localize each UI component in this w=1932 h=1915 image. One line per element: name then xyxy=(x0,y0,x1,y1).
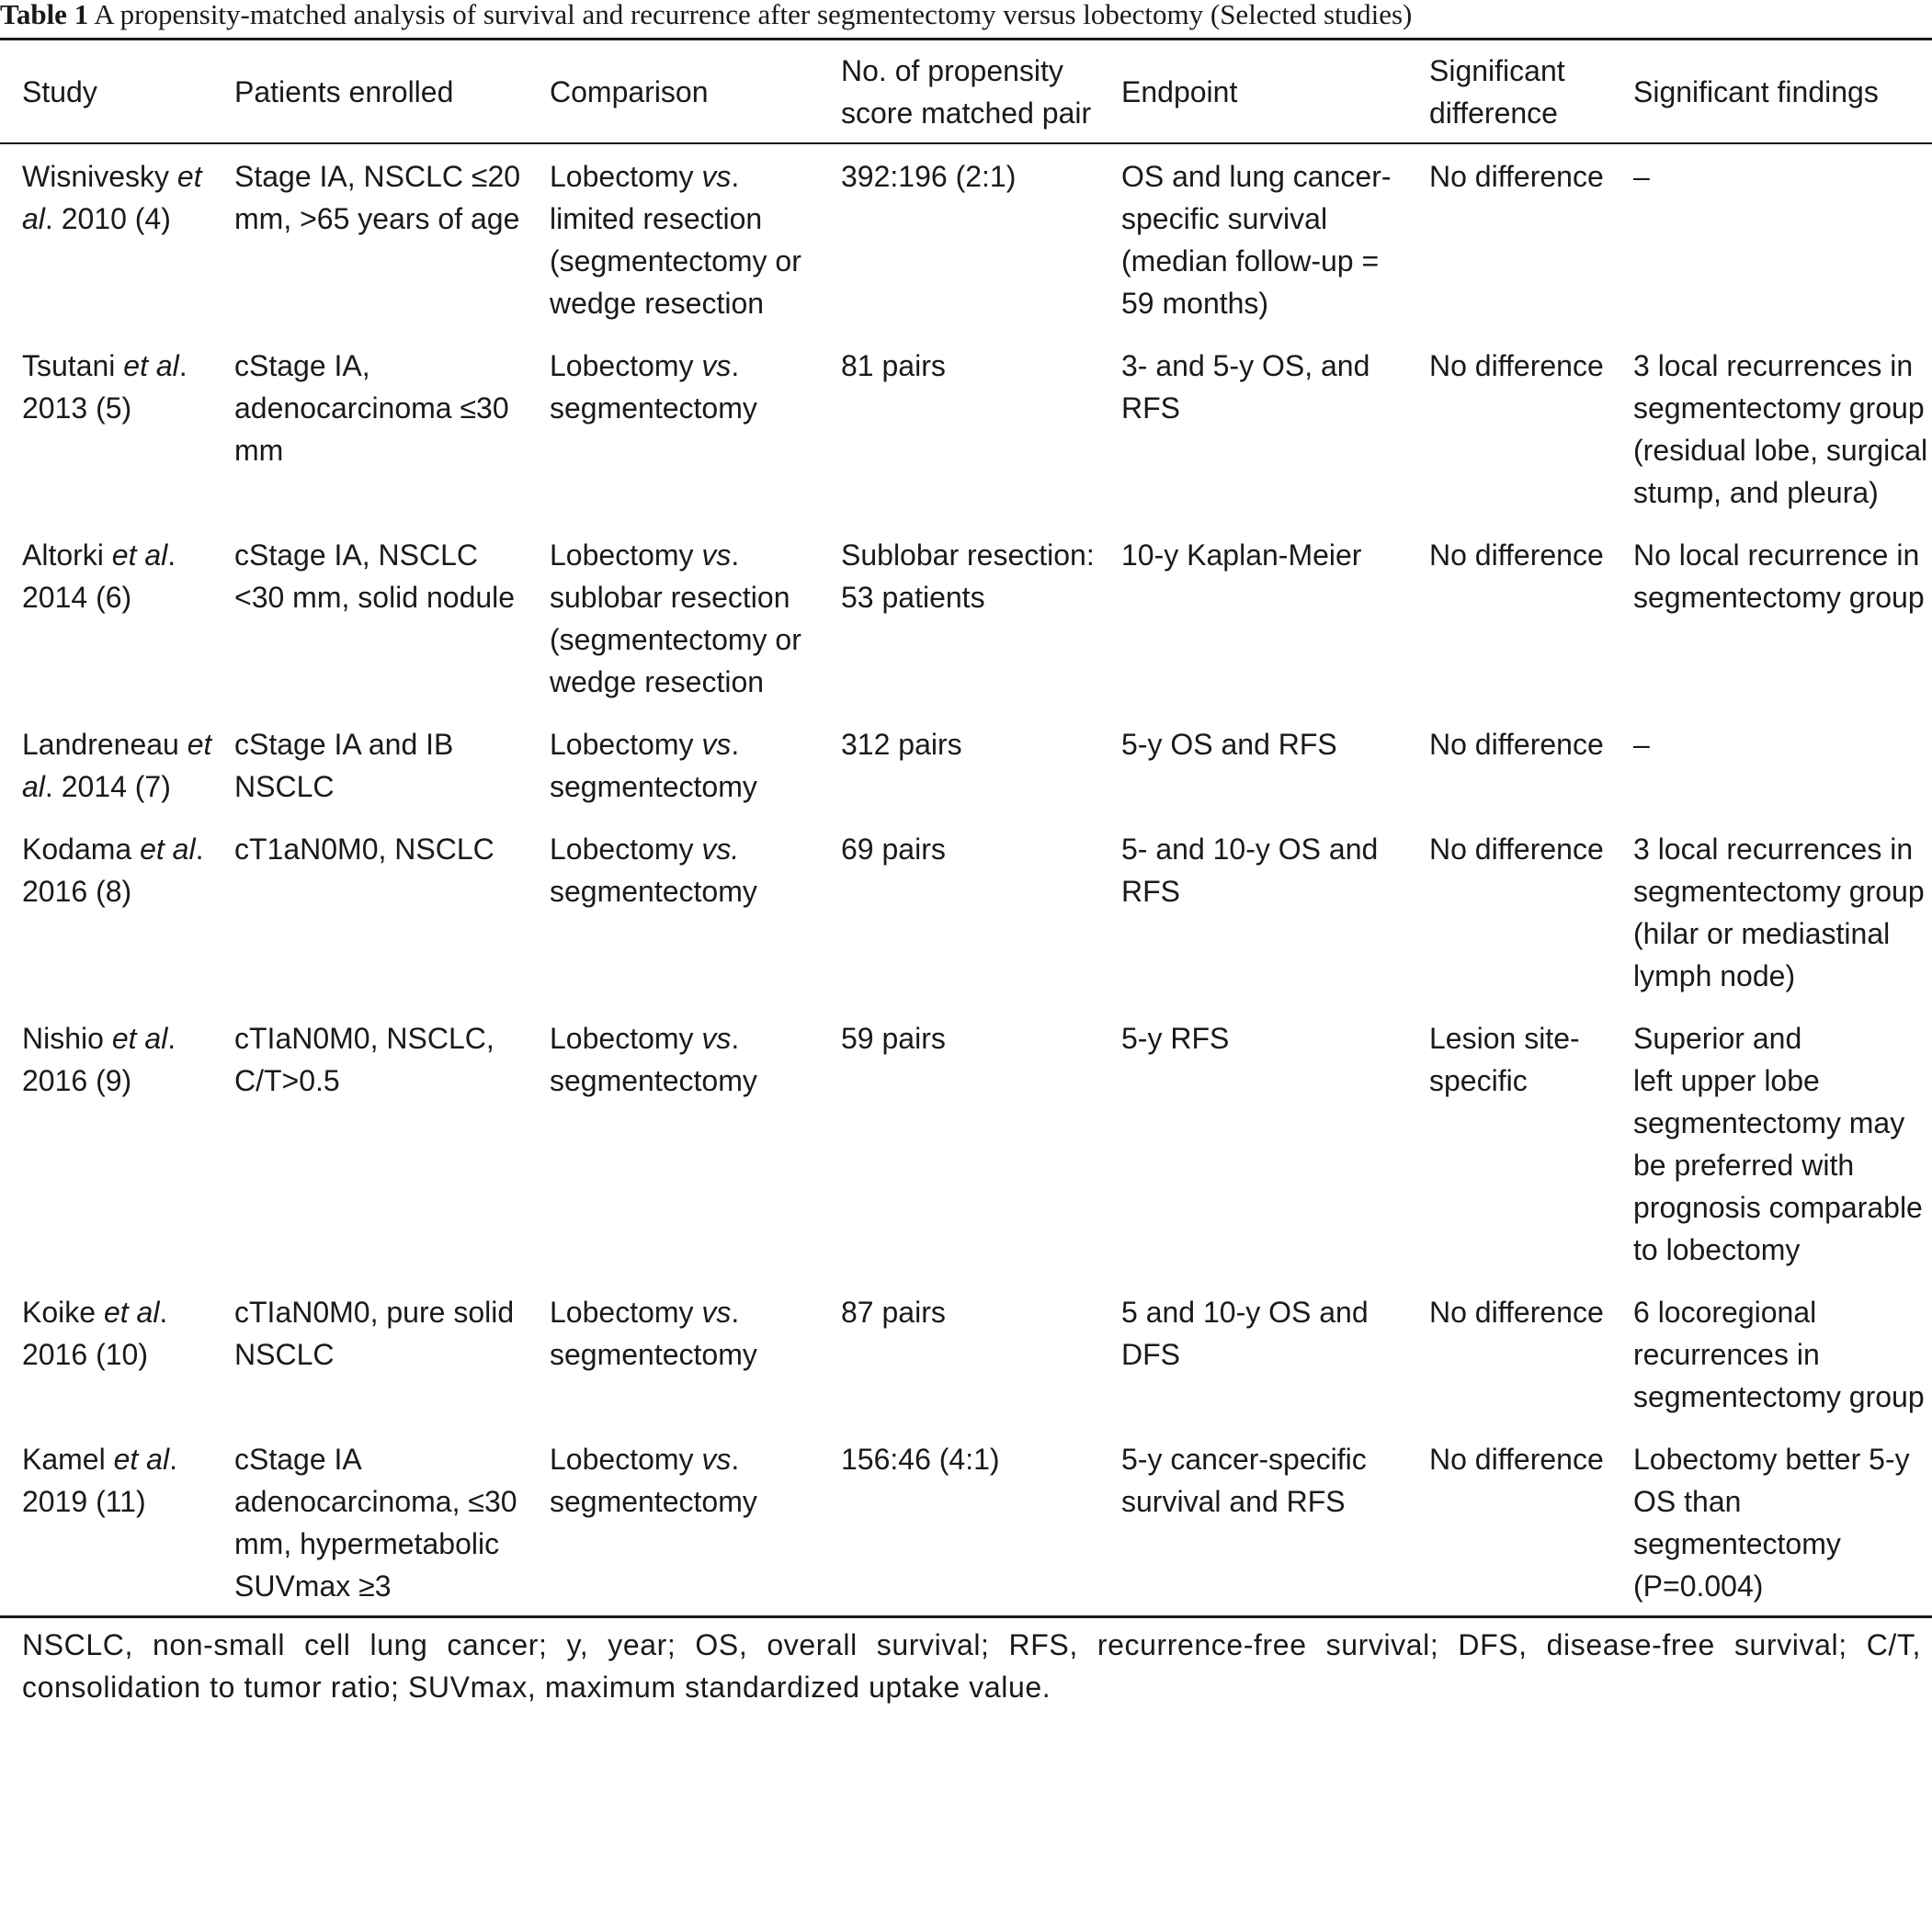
cell-text: 81 pairs xyxy=(841,349,946,382)
cell-matched-pairs xyxy=(819,522,1099,711)
italic-text: vs xyxy=(701,538,732,572)
cell-endpoint xyxy=(1099,711,1407,816)
cell-text: – xyxy=(1633,160,1650,193)
table-caption-text: A propensity-matched analysis of survival and recurrence after segmentectomy versus lobectomy (Selected studies) xyxy=(94,0,1413,30)
text-segment: Tsutani xyxy=(22,349,124,382)
text-segment: . 2013 (5) xyxy=(22,349,188,425)
cell-significant-difference xyxy=(1407,333,1611,522)
cell-text: Lobectomy better 5-y OS than segmentectomy (P=0.004) xyxy=(1633,1443,1910,1603)
cell-text: Sublobar resection: 53 patients xyxy=(841,538,1095,614)
text-segment: Lobectomy xyxy=(550,1296,702,1329)
cell-comparison xyxy=(528,333,819,522)
text-segment: Lobectomy xyxy=(550,349,702,382)
header-matched-pairs: No. of propensity score matched pair xyxy=(841,54,1092,130)
table-body xyxy=(0,142,1932,1615)
cell-patients-enrolled xyxy=(212,711,528,816)
header-comparison: Comparison xyxy=(550,75,709,108)
cell-patients-enrolled xyxy=(212,1426,528,1615)
cell-text: No difference xyxy=(1429,1443,1604,1476)
text-segment: . 2014 (7) xyxy=(44,770,171,803)
cell-text: Stage IA, NSCLC ≤20 mm, >65 years of age xyxy=(234,160,521,235)
cell-study xyxy=(0,711,212,816)
cell-endpoint xyxy=(1099,1005,1407,1279)
cell-text: 5-y OS and RFS xyxy=(1121,728,1337,761)
italic-text: vs xyxy=(701,1022,732,1055)
text-segment: Kamel xyxy=(22,1443,114,1476)
cell-significant-difference xyxy=(1407,1279,1611,1426)
cell-significant-difference xyxy=(1407,711,1611,816)
text-segment: Nishio xyxy=(22,1022,112,1055)
text-segment: Lobectomy xyxy=(550,160,702,193)
cell-text: No difference xyxy=(1429,349,1604,382)
cell-text: No difference xyxy=(1429,160,1604,193)
cell-text: No difference xyxy=(1429,538,1604,572)
table-row xyxy=(0,1005,1932,1279)
cell-text: 5- and 10-y OS and RFS xyxy=(1121,833,1379,908)
cell-significant-difference xyxy=(1407,816,1611,1005)
cell-text: No local recurrence in segmentectomy group xyxy=(1633,538,1925,614)
cell-text: No difference xyxy=(1429,1296,1604,1329)
italic-text: vs xyxy=(701,1296,732,1329)
cell-text: No difference xyxy=(1429,833,1604,866)
cell-comparison xyxy=(528,1279,819,1426)
cell-text: 5-y cancer-specific survival and RFS xyxy=(1121,1443,1367,1518)
text-segment: Lobectomy xyxy=(550,538,702,572)
cell-endpoint xyxy=(1099,1426,1407,1615)
header-study: Study xyxy=(22,75,97,108)
cell-text: 69 pairs xyxy=(841,833,946,866)
cell-study xyxy=(0,1279,212,1426)
cell-text: 312 pairs xyxy=(841,728,962,761)
cell-text: 5-y RFS xyxy=(1121,1022,1230,1055)
cell-matched-pairs xyxy=(819,1426,1099,1615)
italic-text: vs xyxy=(701,1443,732,1476)
text-segment: Koike xyxy=(22,1296,104,1329)
text-segment: . segmentectomy xyxy=(550,1296,757,1371)
italic-text: et al xyxy=(140,833,196,866)
table-row xyxy=(0,522,1932,711)
cell-text: 87 pairs xyxy=(841,1296,946,1329)
cell-significant-difference xyxy=(1407,1426,1611,1615)
cell-text: Lesion site-specific xyxy=(1429,1022,1580,1097)
italic-text: et al xyxy=(113,1443,170,1476)
cell-text: cStage IA, adenocarcinoma ≤30 mm xyxy=(234,349,509,467)
cell-patients-enrolled xyxy=(212,1279,528,1426)
cell-comparison xyxy=(528,816,819,1005)
cell-comparison xyxy=(528,142,819,333)
cell-patients-enrolled xyxy=(212,522,528,711)
cell-study xyxy=(0,522,212,711)
table-row xyxy=(0,333,1932,522)
cell-significant-findings xyxy=(1611,1005,1932,1279)
italic-text: vs xyxy=(701,160,732,193)
cell-text: 3 local recurrences in segmentectomy group (residual lobe, surgical stump, and pleura) xyxy=(1633,349,1928,509)
italic-text: et al xyxy=(22,728,212,803)
header-endpoint: Endpoint xyxy=(1121,75,1238,108)
cell-text: 10-y Kaplan-Meier xyxy=(1121,538,1362,572)
text-segment: Landreneau xyxy=(22,728,188,761)
cell-text: cTIaN0M0, NSCLC, C/T>0.5 xyxy=(234,1022,494,1097)
cell-text: cStage IA and IB NSCLC xyxy=(234,728,454,803)
cell-matched-pairs xyxy=(819,1279,1099,1426)
cell-study xyxy=(0,816,212,1005)
cell-text: cT1aN0M0, NSCLC xyxy=(234,833,494,866)
cell-comparison xyxy=(528,1005,819,1279)
cell-significant-difference xyxy=(1407,522,1611,711)
cell-significant-difference xyxy=(1407,1005,1611,1279)
cell-comparison xyxy=(528,522,819,711)
text-segment: segmentectomy xyxy=(550,875,757,908)
table-caption-label: Table 1 xyxy=(0,0,89,30)
cell-matched-pairs xyxy=(819,1005,1099,1279)
cell-text: 59 pairs xyxy=(841,1022,946,1055)
cell-study xyxy=(0,142,212,333)
cell-text: 156:46 (4:1) xyxy=(841,1443,1000,1476)
cell-significant-findings xyxy=(1611,1426,1932,1615)
cell-text: 3- and 5-y OS, and RFS xyxy=(1121,349,1370,425)
text-segment: . 2010 (4) xyxy=(44,202,171,235)
cell-text: cTIaN0M0, pure solid NSCLC xyxy=(234,1296,515,1371)
cell-study xyxy=(0,1005,212,1279)
cell-endpoint xyxy=(1099,333,1407,522)
text-segment: Lobectomy xyxy=(550,1443,702,1476)
cell-endpoint xyxy=(1099,142,1407,333)
header-significant-findings: Significant findings xyxy=(1633,75,1879,108)
cell-comparison xyxy=(528,711,819,816)
text-segment: . 2016 (9) xyxy=(22,1022,176,1097)
cell-study xyxy=(0,1426,212,1615)
table-top-rule xyxy=(0,38,1932,40)
cell-text: 3 local recurrences in segmentectomy group (hilar or mediastinal lymph node) xyxy=(1633,833,1925,992)
cell-significant-findings xyxy=(1611,333,1932,522)
cell-significant-findings xyxy=(1611,142,1932,333)
table-row xyxy=(0,816,1932,1005)
text-segment: Altorki xyxy=(22,538,112,572)
text-segment: . segmentectomy xyxy=(550,1443,757,1518)
header-row xyxy=(0,41,1932,142)
cell-comparison xyxy=(528,1426,819,1615)
table-row xyxy=(0,711,1932,816)
cell-patients-enrolled xyxy=(212,1005,528,1279)
cell-endpoint xyxy=(1099,816,1407,1005)
cell-patients-enrolled xyxy=(212,142,528,333)
italic-text: et al xyxy=(111,1022,168,1055)
cell-matched-pairs xyxy=(819,333,1099,522)
cell-significant-findings xyxy=(1611,1279,1932,1426)
cell-significant-difference xyxy=(1407,142,1611,333)
cell-endpoint xyxy=(1099,522,1407,711)
text-segment: . segmentectomy xyxy=(550,728,757,803)
data-table xyxy=(0,41,1932,1615)
italic-text: et al xyxy=(123,349,179,382)
cell-text: Superior and left upper lobe segmentectomy may be preferred with prognosis comparable to lobectomy xyxy=(1633,1022,1923,1266)
text-segment: Kodama xyxy=(22,833,141,866)
table-row xyxy=(0,1426,1932,1615)
text-segment: . limited resection (segmentectomy or wedge resection xyxy=(550,160,801,320)
table-caption xyxy=(0,0,1932,33)
cell-text: cStage IA adenocarcinoma, ≤30 mm, hypermetabolic SUVmax ≥3 xyxy=(234,1443,517,1603)
cell-significant-findings xyxy=(1611,711,1932,816)
text-segment: . 2019 (11) xyxy=(22,1443,177,1518)
text-segment: . sublobar resection (segmentectomy or wedge resection xyxy=(550,538,801,698)
italic-text: et al xyxy=(111,538,168,572)
text-segment: Wisnivesky xyxy=(22,160,177,193)
header-significant-difference: Significant difference xyxy=(1429,54,1565,130)
cell-endpoint xyxy=(1099,1279,1407,1426)
cell-study xyxy=(0,333,212,522)
italic-text: et al xyxy=(22,160,202,235)
cell-patients-enrolled xyxy=(212,333,528,522)
cell-text: OS and lung cancer-specific survival (median follow-up = 59 months) xyxy=(1121,160,1392,320)
cell-text: No difference xyxy=(1429,728,1604,761)
italic-text: vs xyxy=(701,349,732,382)
text-segment: . 2016 (10) xyxy=(22,1296,168,1371)
text-segment: . 2014 (6) xyxy=(22,538,176,614)
cell-text: 6 locoregional recurrences in segmentectomy group xyxy=(1633,1296,1925,1413)
table-header xyxy=(0,41,1932,142)
cell-matched-pairs xyxy=(819,711,1099,816)
italic-text: vs. xyxy=(701,833,740,866)
table-bottom-rule xyxy=(0,1615,1932,1618)
text-segment: . 2016 (8) xyxy=(22,833,204,908)
italic-text: vs xyxy=(701,728,732,761)
text-segment: . segmentectomy xyxy=(550,1022,757,1097)
table-row xyxy=(0,142,1932,333)
text-segment: Lobectomy xyxy=(550,833,702,866)
text-segment: Lobectomy xyxy=(550,1022,702,1055)
cell-matched-pairs xyxy=(819,142,1099,333)
cell-patients-enrolled xyxy=(212,816,528,1005)
cell-text: cStage IA, NSCLC <30 mm, solid nodule xyxy=(234,538,516,614)
cell-matched-pairs xyxy=(819,816,1099,1005)
table-row xyxy=(0,1279,1932,1426)
italic-text: et al xyxy=(103,1296,160,1329)
text-segment: . segmentectomy xyxy=(550,349,757,425)
header-patients-enrolled: Patients enrolled xyxy=(234,75,454,108)
cell-text: 5 and 10-y OS and DFS xyxy=(1121,1296,1369,1371)
table-footnote: NSCLC, non-small cell lung cancer; y, year; OS, overall survival; RFS, recurrence-free survival; DFS, disease-free survival; C/T, consolidation to tumor ratio; SUVmax, maximum standardized uptake value. xyxy=(22,1628,1921,1704)
cell-text: 392:196 (2:1) xyxy=(841,160,1017,193)
text-segment: Lobectomy xyxy=(550,728,702,761)
cell-text: – xyxy=(1633,728,1650,761)
cell-significant-findings xyxy=(1611,816,1932,1005)
cell-significant-findings xyxy=(1611,522,1932,711)
